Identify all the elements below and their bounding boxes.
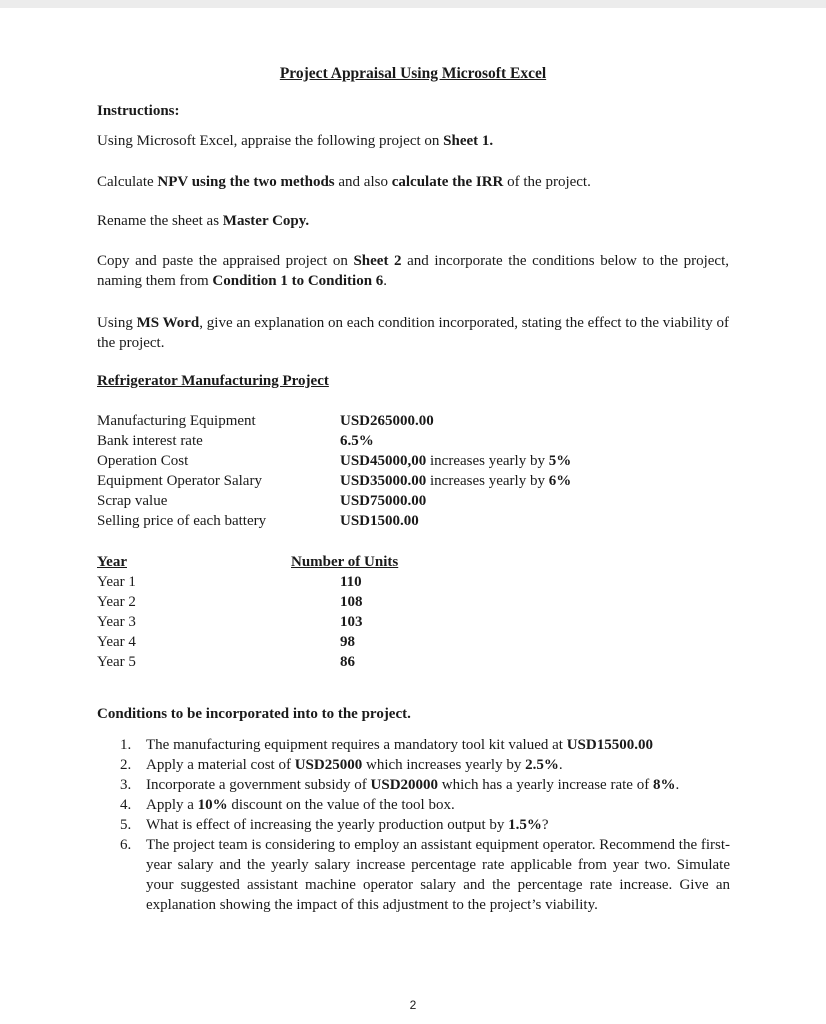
text-run: The manufacturing equipment requires a mandatory tool kit valued at — [146, 737, 567, 753]
list-number: 4. — [120, 797, 132, 813]
document-page — [0, 8, 826, 1024]
detail-value — [340, 512, 419, 530]
text-run-bold: Sheet 2 — [353, 253, 402, 269]
units-value-cell: 110 — [340, 574, 362, 590]
text-run: Rename the sheet as — [97, 213, 223, 229]
instructions-heading: Instructions: — [97, 103, 180, 119]
text-run: of the project. — [503, 174, 591, 190]
text-run-bold: USD15500.00 — [566, 737, 653, 753]
page-number: 2 — [409, 998, 417, 1012]
text-run: and incorporate the conditions below to the project, naming them from — [97, 253, 729, 289]
text-run: Copy and paste the appraised project on — [97, 253, 354, 269]
text-run-bold: USD20000 — [370, 777, 439, 793]
text-run: The project team is considering to employ an assistant equipment operator. Recommend the first-year salary and the yearly salary increase percentage rate applicable from year two. Simulate your suggested assistant machine operator salary and the percentage rate increase. Give an explanation showing the impact of this adjustment to the project’s viability. — [146, 837, 731, 913]
value-percent: 5% — [548, 453, 572, 469]
list-number: 6. — [120, 837, 132, 853]
text-run-bold: 8% — [652, 777, 676, 793]
text-run: Incorporate a government subsidy of — [146, 777, 371, 793]
list-number: 1. — [120, 737, 132, 753]
text-run: discount on the value of the tool box. — [227, 797, 455, 813]
value-note: increases yearly by — [426, 453, 549, 469]
units-year-cell: Year 4 — [97, 634, 136, 650]
instruction-paragraph-4 — [97, 251, 729, 291]
value-note: increases yearly by — [426, 473, 549, 489]
text-run: and also — [334, 174, 392, 190]
detail-label: Scrap value — [97, 493, 168, 509]
viewer-top-bar — [0, 0, 826, 8]
list-number: 2. — [120, 757, 132, 773]
detail-label: Selling price of each battery — [97, 513, 267, 529]
text-run-bold: NPV using the two methods — [157, 174, 335, 190]
instruction-paragraph-1 — [97, 131, 729, 151]
text-run-bold: USD25000 — [294, 757, 363, 773]
detail-label: Manufacturing Equipment — [97, 413, 256, 429]
units-year-cell: Year 1 — [97, 574, 136, 590]
text-run-bold: Condition 1 to Condition 6 — [212, 273, 384, 289]
list-item — [120, 835, 730, 915]
value-percent: 6% — [548, 473, 572, 489]
text-run-bold: Master Copy. — [222, 213, 310, 229]
list-number: 5. — [120, 817, 132, 833]
text-run: ? — [541, 817, 549, 833]
units-value-cell: 98 — [340, 634, 355, 650]
detail-value — [340, 452, 571, 470]
detail-value — [340, 412, 434, 430]
conditions-heading: Conditions to be incorporated into to the project. — [97, 706, 411, 722]
text-run-bold: 10% — [197, 797, 228, 813]
value-text: USD45000,00 — [340, 453, 427, 469]
value-text: USD265000.00 — [340, 413, 434, 429]
value-text: USD35000.00 — [340, 473, 427, 489]
text-run-bold: 1.5% — [508, 817, 542, 833]
list-number: 3. — [120, 777, 132, 793]
text-run: which has a yearly increase rate of — [438, 777, 653, 793]
units-col-year-header: Year — [97, 554, 127, 570]
text-run: . — [675, 777, 680, 793]
value-text: USD75000.00 — [340, 493, 427, 509]
detail-value — [340, 492, 426, 510]
text-run: Apply a — [146, 797, 198, 813]
text-run-bold: calculate the IRR — [391, 174, 504, 190]
text-run: . — [558, 757, 563, 773]
instruction-paragraph-2 — [97, 172, 729, 192]
text-run: What is effect of increasing the yearly production output by — [146, 817, 509, 833]
instruction-paragraph-5 — [97, 313, 729, 353]
detail-value — [340, 432, 374, 450]
project-heading: Refrigerator Manufacturing Project — [97, 373, 329, 389]
list-item — [120, 735, 730, 755]
text-run: . — [383, 273, 388, 289]
text-run: Using — [97, 315, 137, 331]
text-run-bold: Sheet 1. — [443, 133, 494, 149]
text-run-bold: 2.5% — [525, 757, 559, 773]
text-run: , give an explanation on each condition incorporated, stating the effect to the viability of the project. — [97, 315, 730, 351]
value-text: 6.5% — [340, 433, 374, 449]
detail-label: Operation Cost — [97, 453, 189, 469]
list-item — [120, 775, 730, 795]
list-item — [120, 755, 730, 775]
text-run-bold: MS Word — [136, 315, 200, 331]
instruction-paragraph-3 — [97, 211, 729, 231]
list-item — [120, 795, 730, 815]
units-col-units-header: Number of Units — [291, 554, 399, 570]
conditions-list — [120, 735, 730, 915]
text-run: which increases yearly by — [362, 757, 526, 773]
detail-label: Bank interest rate — [97, 433, 203, 449]
units-value-cell: 103 — [340, 614, 363, 630]
text-run: Calculate — [97, 174, 158, 190]
text-run: Using Microsoft Excel, appraise the following project on — [97, 133, 444, 149]
text-run: Apply a material cost of — [146, 757, 295, 773]
detail-value — [340, 472, 571, 490]
units-year-cell: Year 2 — [97, 594, 136, 610]
page-title: Project Appraisal Using Microsoft Excel — [279, 65, 547, 82]
units-year-cell: Year 3 — [97, 614, 136, 630]
units-year-cell: Year 5 — [97, 654, 136, 670]
list-item — [120, 815, 730, 835]
units-value-cell: 86 — [340, 654, 355, 670]
value-text: USD1500.00 — [340, 513, 419, 529]
units-value-cell: 108 — [340, 594, 363, 610]
detail-label: Equipment Operator Salary — [97, 473, 262, 489]
